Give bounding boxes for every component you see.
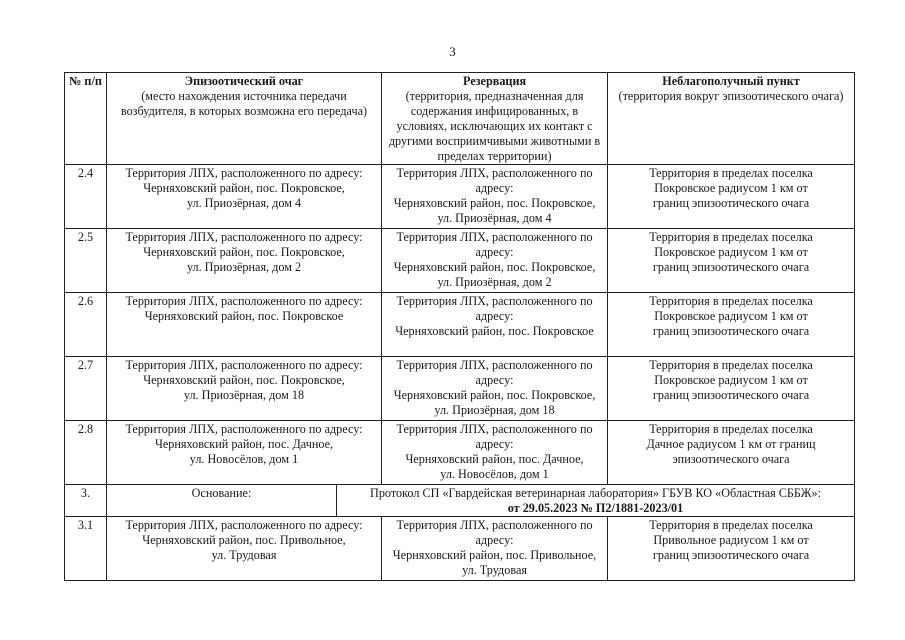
table-row [65, 517, 855, 581]
reservation-line: Территория ЛПХ, расположенного по адресу: [396, 230, 593, 259]
focus-line: Черняховский район, пос. Покровское, [143, 245, 345, 259]
unfavorable-cell [608, 293, 855, 357]
reservation-line: ул. Трудовая [462, 563, 527, 577]
unfavorable-line: Дачное радиусом 1 км от границ [646, 437, 816, 451]
basis-protocol-number: от 29.05.2023 № П2/1881-2023/01 [507, 501, 684, 515]
header-focus-subtitle: (место нахождения источника передачи возбудителя, в которых возможна его передача) [120, 89, 368, 118]
reservation-cell [382, 229, 608, 293]
header-unfavorable [608, 73, 855, 165]
table-row [65, 293, 855, 357]
unfavorable-line: Территория в пределах поселка [649, 518, 813, 532]
reservation-line: Черняховский район, пос. Покровское, [393, 260, 596, 274]
reservation-line: Черняховский район, пос. Привольное, [392, 548, 597, 562]
unfavorable-line: Территория в пределах поселка [649, 166, 813, 180]
unfavorable-line: границ эпизоотического очага [652, 548, 810, 562]
reservation-line: Территория ЛПХ, расположенного по адресу: [396, 358, 593, 387]
unfavorable-line: границ эпизоотического очага [652, 388, 810, 402]
focus-line: Территория ЛПХ, расположенного по адресу: [125, 166, 363, 180]
focus-cell [107, 293, 382, 357]
focus-cell [107, 517, 382, 581]
table-row [65, 229, 855, 293]
unfavorable-line: Территория в пределах поселка [649, 294, 813, 308]
table-row [65, 165, 855, 229]
reservation-line: Черняховский район, пос. Покровское [395, 324, 594, 338]
unfavorable-cell [608, 165, 855, 229]
focus-line: ул. Приозёрная, дом 18 [183, 388, 305, 402]
focus-line: Черняховский район, пос. Покровское, [143, 373, 345, 387]
reservation-cell [382, 357, 608, 421]
unfavorable-cell [608, 357, 855, 421]
table-header-row [65, 73, 855, 165]
reservation-line: Черняховский район, пос. Покровское, [393, 196, 596, 210]
focus-cell [107, 165, 382, 229]
unfavorable-line: Территория в пределах поселка [649, 230, 813, 244]
unfavorable-line: Покровское радиусом 1 км от [654, 309, 808, 323]
focus-line: Черняховский район, пос. Покровское [144, 309, 344, 323]
header-number: № п/п [65, 73, 107, 165]
reservation-cell [382, 293, 608, 357]
row-number: 2.4 [65, 165, 107, 229]
reservation-line: ул. Новосёлов, дом 1 [440, 467, 549, 481]
row-number: 2.7 [65, 357, 107, 421]
unfavorable-cell [608, 229, 855, 293]
header-focus-title: Эпизоотический очаг [184, 74, 304, 88]
unfavorable-line: границ эпизоотического очага [652, 324, 810, 338]
reservation-line: ул. Приозёрная, дом 2 [437, 275, 552, 289]
header-unfavorable-title: Неблагополучный пункт [662, 74, 800, 88]
unfavorable-line: Покровское радиусом 1 км от [654, 373, 808, 387]
unfavorable-cell [608, 517, 855, 581]
row-number: 3.1 [65, 517, 107, 581]
header-focus [107, 73, 382, 165]
focus-cell [107, 357, 382, 421]
reservation-line: Черняховский район, пос. Покровское, [393, 388, 596, 402]
reservation-line: ул. Приозёрная, дом 18 [434, 403, 555, 417]
unfavorable-line: границ эпизоотического очага [652, 196, 810, 210]
reservation-line: Территория ЛПХ, расположенного по адресу: [396, 518, 593, 547]
reservation-line: Территория ЛПХ, расположенного по адресу: [396, 166, 593, 195]
focus-cell [107, 421, 382, 485]
unfavorable-line: Территория в пределах поселка [649, 358, 813, 372]
reservation-line: Территория ЛПХ, расположенного по адресу: [396, 294, 593, 323]
basis-protocol-text: Протокол СП «Гвардейская ветеринарная лаборатория» ГБУВ КО «Областная СББЖ»: [370, 486, 821, 500]
header-unfavorable-subtitle: (территория вокруг эпизоотического очага) [618, 89, 844, 103]
basis-row [65, 485, 855, 517]
focus-cell [107, 229, 382, 293]
focus-line: Черняховский район, пос. Дачное, [154, 437, 334, 451]
header-reservation-title: Резервация [462, 74, 527, 88]
reservation-line: Территория ЛПХ, расположенного по адресу: [396, 422, 593, 451]
focus-line: Черняховский район, пос. Покровское, [143, 181, 345, 195]
table-row [65, 421, 855, 485]
focus-line: Территория ЛПХ, расположенного по адресу: [125, 358, 363, 372]
focus-line: Территория ЛПХ, расположенного по адресу: [125, 294, 363, 308]
focus-line: ул. Приозёрная, дом 2 [186, 260, 302, 274]
header-reservation [382, 73, 608, 165]
unfavorable-line: эпизоотического очага [672, 452, 790, 466]
row-number: 2.8 [65, 421, 107, 485]
reservation-cell [382, 517, 608, 581]
row-number: 2.6 [65, 293, 107, 357]
focus-line: ул. Трудовая [211, 548, 277, 562]
unfavorable-cell [608, 421, 855, 485]
unfavorable-line: границ эпизоотического очага [652, 260, 810, 274]
row-number: 3. [65, 485, 107, 517]
reservation-line: ул. Приозёрная, дом 4 [437, 211, 552, 225]
basis-label: Основание: [107, 485, 337, 517]
table-row [65, 357, 855, 421]
header-reservation-subtitle: (территория, предназначенная для содержания инфицированных, в условиях, исключающих их контакт с другими восприимчивыми животными в пределах территории) [388, 89, 601, 163]
focus-line: Территория ЛПХ, расположенного по адресу: [125, 518, 363, 532]
unfavorable-line: Территория в пределах поселка [649, 422, 813, 436]
focus-line: Черняховский район, пос. Привольное, [142, 533, 346, 547]
focus-line: ул. Приозёрная, дом 4 [186, 196, 302, 210]
unfavorable-line: Покровское радиусом 1 км от [654, 181, 808, 195]
focus-line: Территория ЛПХ, расположенного по адресу: [125, 230, 363, 244]
basis-protocol-cell [337, 485, 855, 517]
reservation-cell [382, 421, 608, 485]
focus-line: Территория ЛПХ, расположенного по адресу: [125, 422, 363, 436]
focus-line: ул. Новосёлов, дом 1 [189, 452, 299, 466]
zones-table [64, 72, 855, 581]
page-number: 3 [449, 44, 456, 59]
row-number: 2.5 [65, 229, 107, 293]
reservation-line: Черняховский район, пос. Дачное, [405, 452, 584, 466]
unfavorable-line: Покровское радиусом 1 км от [654, 245, 808, 259]
unfavorable-line: Привольное радиусом 1 км от [653, 533, 809, 547]
reservation-cell [382, 165, 608, 229]
